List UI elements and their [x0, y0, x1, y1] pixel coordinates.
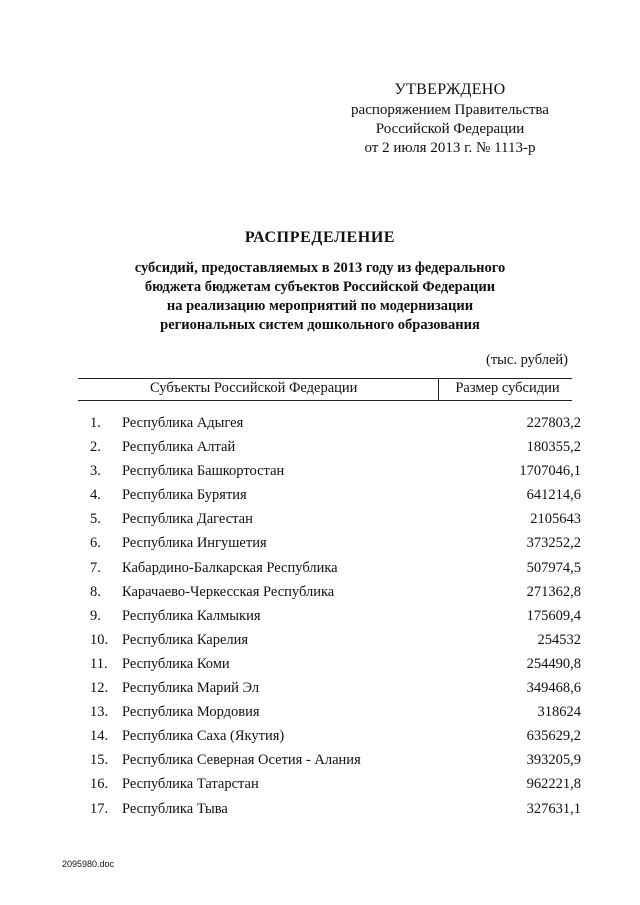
row-number: 4. [90, 487, 101, 504]
approval-line-2: Российской Федерации [375, 121, 525, 137]
document-subtitle-line-2: бюджета бюджетам субъектов Российской Федерации [144, 279, 496, 295]
row-number: 13. [90, 704, 109, 721]
table-row [78, 702, 581, 726]
document-subtitle-line-3: на реализацию мероприятий по модернизации [166, 298, 474, 314]
row-subsidy-value: 175609,4 [526, 607, 581, 624]
row-number: 16. [90, 776, 109, 793]
table-row [78, 509, 581, 533]
approval-line-1: распоряжением Правительства [351, 102, 549, 118]
row-subsidy-value: 1707046,1 [519, 463, 581, 480]
row-subsidy-value: 2105643 [530, 511, 581, 528]
row-subject-name: Республика Дагестан [122, 511, 253, 528]
row-subject-name: Республика Карелия [122, 631, 249, 648]
document-subtitle-line-4: региональных систем дошкольного образования [160, 317, 480, 333]
row-subject-name: Республика Татарстан [122, 776, 259, 793]
row-subsidy-value: 641214,6 [526, 487, 581, 504]
row-number: 2. [90, 439, 101, 456]
row-number: 5. [90, 511, 101, 528]
table-row [78, 485, 581, 509]
row-subject-name: Республика Бурятия [122, 487, 247, 504]
row-subject-name: Республика Адыгея [122, 415, 244, 431]
row-subsidy-value: 254490,8 [526, 655, 581, 672]
row-subject-name: Республика Ингушетия [122, 535, 267, 552]
table-row [78, 413, 581, 437]
row-number: 3. [90, 463, 101, 480]
row-subsidy-value: 373252,2 [526, 535, 581, 552]
approval-title: УТВЕРЖДЕНО [394, 81, 506, 98]
row-subject-name: Республика Башкортостан [122, 463, 285, 480]
table-row [78, 582, 581, 606]
approval-line-3: от 2 июля 2013 г. № 1113-р [364, 140, 536, 156]
row-subject-name: Республика Мордовия [122, 704, 260, 721]
table-header-rule [78, 400, 572, 401]
row-subject-name: Республика Саха (Якутия) [122, 728, 285, 745]
table-row [78, 533, 581, 557]
row-subject-name: Кабардино-Балкарская Республика [122, 559, 338, 576]
table-row [78, 799, 581, 823]
table-top-rule [78, 378, 572, 379]
row-number: 15. [90, 752, 109, 769]
document-heading [60, 229, 580, 335]
footer-filename: 2095980.doc [62, 859, 115, 869]
row-subject-name: Республика Тыва [122, 800, 228, 817]
table-row [78, 558, 581, 582]
column-header-amount: Размер субсидии [455, 380, 560, 396]
document-title: РАСПРЕДЕЛЕНИЕ [244, 229, 396, 246]
row-number: 12. [90, 680, 109, 697]
row-number: 10. [90, 631, 109, 648]
table-row [78, 437, 581, 461]
row-subject-name: Республика Марий Эл [122, 680, 260, 697]
table-row [78, 630, 581, 654]
row-number: 1. [90, 415, 101, 431]
row-subsidy-value: 393205,9 [526, 752, 581, 769]
table-row [78, 654, 581, 678]
table-row [78, 750, 581, 774]
row-number: 17. [90, 800, 109, 817]
units-label: (тыс. рублей) [486, 352, 568, 368]
row-subsidy-value: 254532 [537, 631, 581, 648]
table-row [78, 678, 581, 702]
table-column-divider [438, 378, 439, 401]
subsidy-table-body [78, 413, 581, 823]
row-number: 9. [90, 607, 101, 624]
row-subsidy-value: 507974,5 [526, 559, 581, 576]
row-subject-name: Республика Алтай [122, 439, 236, 456]
row-number: 6. [90, 535, 101, 552]
column-header-subjects: Субъекты Российской Федерации [150, 380, 358, 396]
row-subsidy-value: 227803,2 [526, 415, 581, 431]
row-subsidy-value: 318624 [537, 704, 581, 721]
row-number: 14. [90, 728, 109, 745]
row-subject-name: Карачаево-Черкесская Республика [122, 583, 335, 600]
table-row [78, 461, 581, 485]
table-row [78, 726, 581, 750]
row-subsidy-value: 962221,8 [526, 776, 581, 793]
row-subsidy-value: 180355,2 [526, 439, 581, 456]
row-subsidy-value: 635629,2 [526, 728, 581, 745]
row-subject-name: Республика Калмыкия [122, 607, 261, 624]
row-number: 7. [90, 559, 101, 576]
row-subject-name: Республика Коми [122, 655, 230, 672]
row-number: 11. [90, 655, 108, 672]
row-subject-name: Республика Северная Осетия - Алания [122, 752, 361, 769]
document-subtitle-line-1: субсидий, предоставляемых в 2013 году из федерального [134, 260, 506, 276]
row-subsidy-value: 271362,8 [526, 583, 581, 600]
row-subsidy-value: 349468,6 [526, 680, 581, 697]
approval-block [340, 80, 560, 158]
row-subsidy-value: 327631,1 [526, 800, 581, 817]
table-row [78, 774, 581, 798]
table-row [78, 606, 581, 630]
row-number: 8. [90, 583, 101, 600]
